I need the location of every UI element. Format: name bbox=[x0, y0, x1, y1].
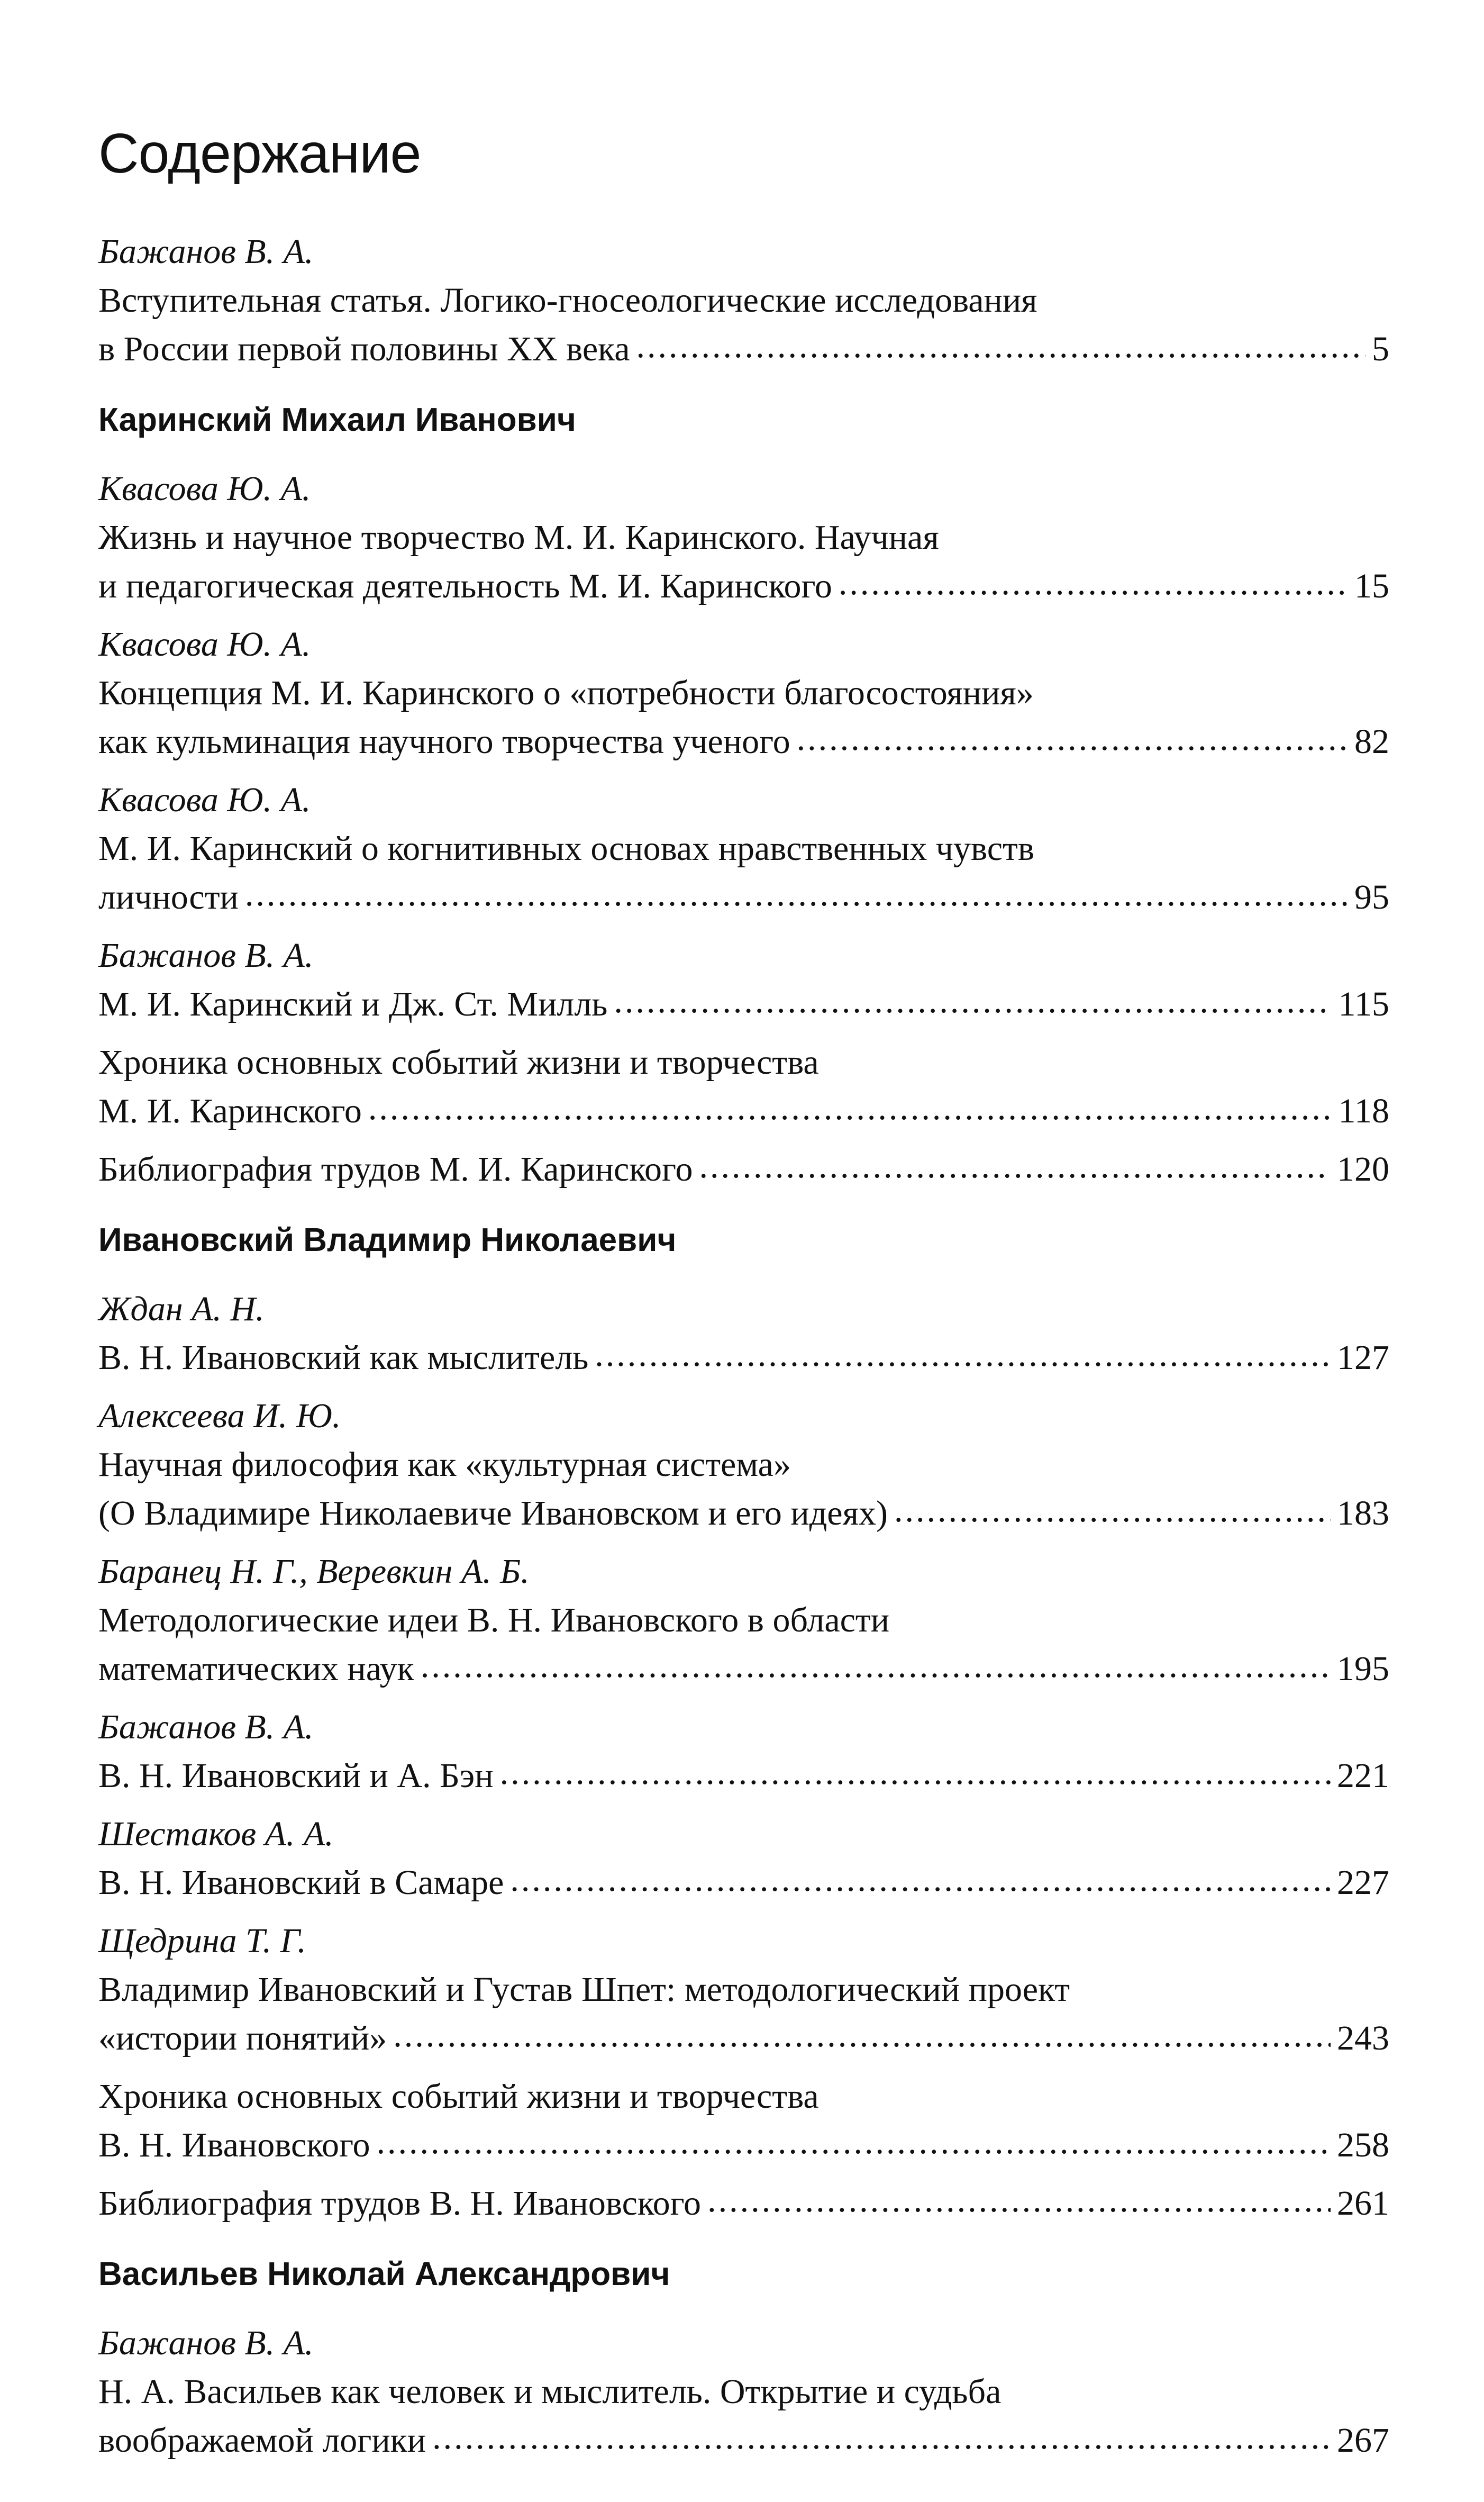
entry-title-text: В. Н. Ивановский как мыслитель bbox=[98, 1338, 589, 1377]
entry-title-text: в России первой половины XX века bbox=[98, 330, 630, 368]
entry-title-final-line bbox=[98, 2179, 1389, 2228]
page-number: 127 bbox=[1337, 1338, 1389, 1377]
toc-entry bbox=[98, 2179, 1389, 2228]
entry-title-final-line bbox=[98, 2014, 1389, 2063]
entry-title-line: Н. А. Васильев как человек и мыслитель. Открытие и судьба bbox=[98, 2372, 1002, 2411]
page-number: 195 bbox=[1337, 1649, 1389, 1688]
entry-author: Квасова Ю. А. bbox=[98, 625, 311, 664]
toc-entry bbox=[98, 465, 1389, 611]
toc-entry bbox=[98, 228, 1389, 374]
entry-title-final-line bbox=[98, 718, 1389, 766]
entry-title-line: М. И. Каринский о когнитивных основах нравственных чувств bbox=[98, 829, 1035, 868]
entry-title-final-line bbox=[98, 1334, 1389, 1382]
entry-author: Шестаков А. А. bbox=[98, 1815, 334, 1853]
toc-title: Содержание bbox=[98, 122, 421, 185]
entry-title-text: (О Владимире Николаевиче Ивановском и его идеях) bbox=[98, 1494, 888, 1533]
page-number: 15 bbox=[1354, 567, 1389, 605]
page-number: 258 bbox=[1337, 2126, 1389, 2164]
entry-author: Баранец Н. Г., Веревкин А. Б. bbox=[98, 1552, 530, 1591]
entry-author: Щедрина Т. Г. bbox=[98, 1921, 306, 1960]
entry-title-final-line bbox=[98, 1859, 1389, 1907]
entry-title-text: как кульминация научного творчества ученого bbox=[98, 722, 790, 761]
entry-title-line: Хроника основных событий жизни и творчества bbox=[98, 1043, 819, 1082]
toc-entry bbox=[98, 1145, 1389, 1194]
toc-entry bbox=[98, 1038, 1389, 1136]
entry-title-text: воображаемой логики bbox=[98, 2421, 426, 2460]
dot-leader bbox=[707, 2176, 1331, 2225]
page-number: 261 bbox=[1337, 2184, 1389, 2223]
entry-title-text: «истории понятий» bbox=[98, 2019, 387, 2057]
entry-title-final-line bbox=[98, 1645, 1389, 1693]
entry-title-final-line bbox=[98, 873, 1389, 922]
entry-title-text: математических наук bbox=[98, 1649, 414, 1688]
dot-leader bbox=[421, 1642, 1331, 1690]
page-number: 183 bbox=[1337, 1494, 1389, 1533]
entry-title-text: Библиография трудов В. Н. Ивановского bbox=[98, 2184, 702, 2223]
dot-leader bbox=[245, 870, 1348, 919]
toc-entry bbox=[98, 1547, 1389, 1693]
page-number: 5 bbox=[1372, 330, 1389, 368]
page-number: 120 bbox=[1337, 1150, 1389, 1189]
dot-leader bbox=[368, 1084, 1332, 1132]
page-number: 115 bbox=[1338, 985, 1389, 1023]
entry-author: Квасова Ю. А. bbox=[98, 781, 311, 819]
page-number: 227 bbox=[1337, 1863, 1389, 1902]
toc-body bbox=[98, 228, 1389, 2465]
dot-leader bbox=[839, 559, 1348, 608]
toc-page bbox=[98, 122, 1389, 2474]
entry-title-text: и педагогическая деятельность М. И. Каринского bbox=[98, 567, 832, 605]
entry-title-final-line bbox=[98, 1489, 1389, 1538]
entry-title-text: В. Н. Ивановский и А. Бэн bbox=[98, 1756, 494, 1795]
dot-leader bbox=[500, 1748, 1331, 1797]
entry-title-text: В. Н. Ивановский в Самаре bbox=[98, 1863, 504, 1902]
dot-leader bbox=[376, 2118, 1331, 2166]
entry-title-text: М. И. Каринского bbox=[98, 1092, 362, 1130]
dot-leader bbox=[614, 977, 1332, 1026]
dot-leader bbox=[699, 1142, 1331, 1191]
toc-entry bbox=[98, 1917, 1389, 2063]
entry-title-line: Вступительная статья. Логико-гносеологические исследования bbox=[98, 281, 1037, 320]
dot-leader bbox=[797, 714, 1348, 763]
section-heading: Васильев Николай Александрович bbox=[98, 2256, 670, 2292]
entry-title-final-line bbox=[98, 1145, 1389, 1194]
entry-author: Бажанов В. А. bbox=[98, 1708, 314, 1746]
entry-author: Бажанов В. А. bbox=[98, 2324, 314, 2362]
entry-author: Алексеева И. Ю. bbox=[98, 1397, 341, 1435]
entry-author: Бажанов В. А. bbox=[98, 232, 314, 271]
toc-entry bbox=[98, 931, 1389, 1029]
toc-entry bbox=[98, 1810, 1389, 1907]
toc-entry bbox=[98, 776, 1389, 922]
entry-title-line: Концепция М. И. Каринского о «потребности благосостояния» bbox=[98, 674, 1034, 712]
page-number: 243 bbox=[1337, 2019, 1389, 2057]
entry-title-final-line bbox=[98, 325, 1389, 374]
entry-title-final-line bbox=[98, 1752, 1389, 1800]
dot-leader bbox=[595, 1330, 1331, 1379]
dot-leader bbox=[393, 2011, 1331, 2060]
entry-title-line: Хроника основных событий жизни и творчества bbox=[98, 2077, 819, 2116]
page-number: 95 bbox=[1354, 878, 1389, 917]
entry-title-line: Методологические идеи В. Н. Ивановского в области bbox=[98, 1601, 890, 1639]
toc-entry bbox=[98, 2072, 1389, 2170]
entry-title-text: М. И. Каринский и Дж. Ст. Милль bbox=[98, 985, 608, 1023]
dot-leader bbox=[894, 1486, 1331, 1535]
entry-author: Ждан А. Н. bbox=[98, 1290, 265, 1328]
entry-title-text: Библиография трудов М. И. Каринского bbox=[98, 1150, 693, 1189]
page-number: 267 bbox=[1337, 2421, 1389, 2460]
entry-title-final-line bbox=[98, 562, 1389, 611]
entry-title-text: личности bbox=[98, 878, 239, 917]
toc-entry bbox=[98, 1703, 1389, 1800]
entry-title-line: Научная философия как «культурная система» bbox=[98, 1445, 791, 1484]
section-heading: Ивановский Владимир Николаевич bbox=[98, 1222, 677, 1258]
dot-leader bbox=[432, 2413, 1331, 2462]
section-heading: Каринский Михаил Иванович bbox=[98, 402, 576, 438]
entry-title-line: Жизнь и научное творчество М. И. Каринского. Научная bbox=[98, 518, 939, 557]
page-number: 82 bbox=[1354, 722, 1389, 761]
toc-entry bbox=[98, 2319, 1389, 2465]
entry-title-final-line bbox=[98, 2416, 1389, 2465]
entry-author: Квасова Ю. А. bbox=[98, 469, 311, 508]
dot-leader bbox=[636, 322, 1365, 370]
entry-title-text: В. Н. Ивановского bbox=[98, 2126, 370, 2164]
page-number: 221 bbox=[1337, 1756, 1389, 1795]
entry-title-final-line bbox=[98, 980, 1389, 1029]
page-number: 118 bbox=[1338, 1092, 1389, 1130]
entry-author: Бажанов В. А. bbox=[98, 936, 314, 975]
toc-entry bbox=[98, 1392, 1389, 1538]
dot-leader bbox=[510, 1855, 1331, 1904]
entry-title-line: Владимир Ивановский и Густав Шпет: методологический проект bbox=[98, 1970, 1070, 2009]
entry-title-final-line bbox=[98, 2121, 1389, 2170]
toc-entry bbox=[98, 1285, 1389, 1382]
entry-title-final-line bbox=[98, 1087, 1389, 1136]
toc-entry bbox=[98, 620, 1389, 766]
